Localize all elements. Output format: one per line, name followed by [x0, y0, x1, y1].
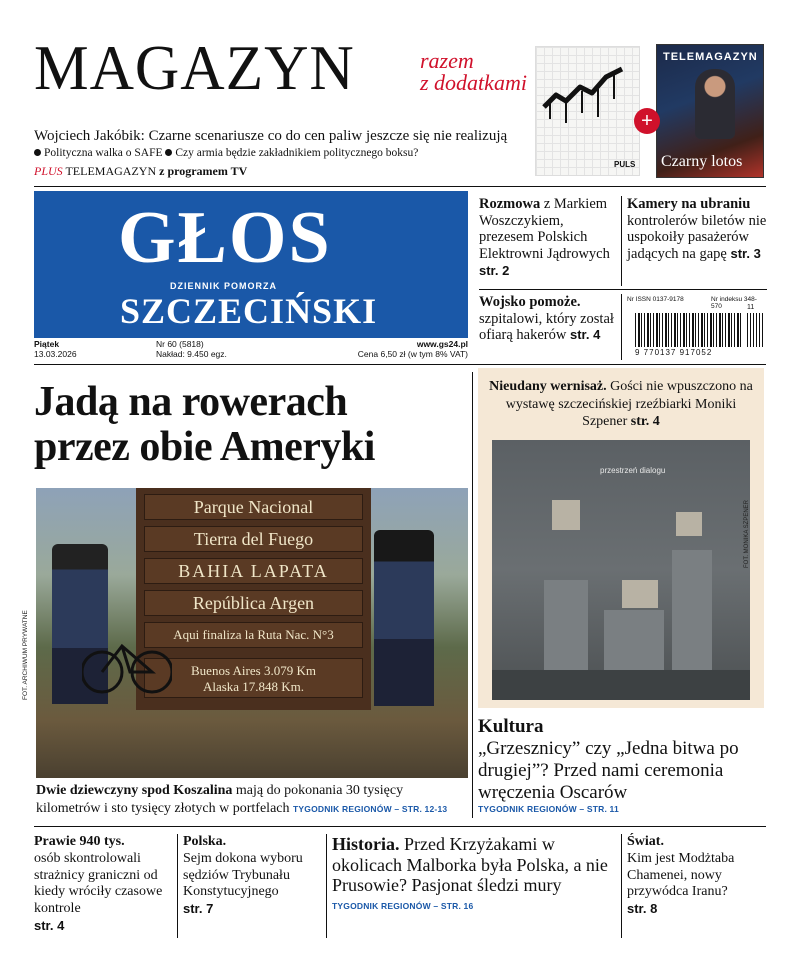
rising-chart-icon	[536, 47, 641, 177]
teaser-historia-kicker: Historia.	[332, 834, 400, 854]
bullet-dot-icon	[165, 149, 172, 156]
issue-number: Nr 60 (5818)	[156, 339, 204, 349]
lead-text[interactable]	[36, 782, 468, 817]
sign-line-5: Aqui finaliza la Ruta Nac. N°3	[144, 622, 363, 648]
teaser-wojsko[interactable]	[479, 294, 619, 344]
sculpture-monitor	[552, 500, 580, 530]
divider	[34, 364, 766, 365]
sign-line-4: República Argen	[144, 590, 363, 616]
barcode-icon	[635, 313, 743, 347]
sign-line-6b: Alaska 17.848 Km.	[202, 679, 305, 694]
lead-headline[interactable]	[34, 380, 464, 471]
divider	[621, 294, 622, 360]
feature-photo	[492, 440, 750, 700]
magazine-plus-line	[34, 164, 247, 179]
magazine-tagline	[420, 50, 540, 94]
barcode-small: 11	[747, 304, 755, 311]
magazine-tagline-2: z dodatkami	[420, 70, 527, 95]
teaser-wojsko-kicker: Wojsko pomoże.	[479, 294, 581, 310]
lead-headline-line-1: Jadą na rowerach	[34, 379, 348, 425]
plus-icon: +	[634, 108, 660, 134]
magazine-bullets	[34, 147, 418, 159]
exhibition-label: przestrzeń dialogu	[600, 466, 666, 475]
barcode-addon-icon	[747, 313, 763, 347]
masthead-city: SZCZECIŃSKI	[120, 291, 378, 331]
teaser-polska-kicker: Polska.	[183, 834, 227, 849]
magazine-title: MAGAZYN	[34, 32, 355, 103]
teaser-wojsko-page: str. 4	[569, 327, 601, 343]
plus-rest: z programem TV	[159, 164, 248, 178]
tv-brand: TELEMAGAZYN	[663, 51, 758, 63]
teaser-rozmowa-kicker: Rozmowa	[479, 196, 541, 212]
issue-date-block	[34, 340, 77, 360]
issue-print-run: Nakład: 9.450 egz.	[156, 348, 227, 359]
masthead-subtitle: DZIENNIK POMORZA	[170, 281, 277, 291]
teaser-rozmowa-page: str. 2	[479, 262, 510, 278]
lead-ref: TYGODNIK REGIONÓW – STR. 12-13	[293, 803, 448, 814]
teaser-border-page: str. 4	[34, 917, 65, 933]
bicycle-icon	[82, 616, 172, 696]
divider	[621, 196, 622, 286]
chart-brand: PULS	[614, 160, 636, 169]
culture-ref: TYGODNIK REGIONÓW – STR. 11	[478, 804, 619, 815]
sculpture-tv	[676, 512, 702, 536]
divider	[34, 186, 766, 187]
bullet-dot-icon	[34, 149, 41, 156]
issn: Nr ISSN 0137-9178	[627, 296, 684, 303]
barcode	[627, 296, 767, 362]
sign-line-1: Parque Nacional	[144, 494, 363, 520]
magazine-bullet-2[interactable]: Czy armia będzie zakładnikiem politycznego boksu?	[175, 147, 419, 159]
magazine-bullet-1[interactable]: Polityczna walka o SAFE	[44, 147, 163, 159]
teaser-rozmowa[interactable]	[479, 196, 619, 279]
plus-telemagazyn: TELEMAGAZYN	[65, 164, 157, 178]
teaser-bottom-historia[interactable]	[332, 834, 618, 912]
lead-photo-credit: FOT. ARCHIWUM PRYWATNE	[22, 610, 29, 700]
floor	[492, 670, 750, 700]
issue-date: 13.03.2026	[34, 348, 77, 359]
teaser-bottom-polska[interactable]	[183, 834, 323, 919]
sign-line-6	[144, 658, 363, 698]
cyclist-right	[374, 530, 434, 706]
divider	[479, 289, 767, 290]
feature-photo-credit: FOT. MONIKA SZPENER	[744, 499, 750, 568]
teaser-border-kicker: Prawie 940 tys.	[34, 834, 125, 849]
issue-day: Piątek	[34, 339, 60, 349]
teaser-border-text: osób skontrolowali strażnicy graniczni od kiedy wróciły czasowe kontrole	[34, 850, 163, 917]
barcode-number: 9 770137 917052	[635, 348, 713, 357]
sculpture-computer	[622, 580, 658, 608]
culture-teaser[interactable]	[478, 716, 768, 814]
teaser-wojsko-text: szpitalowi, który został ofiarą hakerów	[479, 310, 614, 344]
plus-word: PLUS	[34, 164, 63, 178]
culture-text: „Grzesznicy” czy „Jedna bitwa po drugiej”? Przed nami ceremonia wręczenia Oscarów	[478, 737, 739, 803]
teaser-bottom-swiat[interactable]	[627, 834, 767, 919]
lead-headline-line-2: przez obie Ameryki	[34, 424, 375, 471]
divider	[34, 826, 766, 827]
teaser-polska-text: Sejm dokona wyboru sędziów Trybunału Konstytucyjnego	[183, 850, 303, 900]
masthead-logo[interactable]	[34, 191, 468, 338]
teaser-kamery-kicker: Kamery na ubraniu	[627, 196, 751, 212]
culture-kicker: Kultura	[478, 716, 544, 737]
teaser-historia-text: Przed Krzyżakami w okolicach Malborka była Polska, a nie Prusowie? Pasjonat śledzi mury	[332, 834, 608, 896]
divider	[472, 372, 473, 818]
feature-kicker: Nieudany wernisaż.	[489, 379, 607, 394]
index-number: Nr indeksu 348-570	[711, 296, 757, 310]
feature-text	[486, 378, 756, 431]
masthead-name: GŁOS	[118, 197, 332, 279]
divider	[621, 834, 622, 938]
feature-wernisaz[interactable]	[478, 368, 764, 708]
magazine-tagline-1: razem	[420, 48, 474, 73]
teaser-swiat-page: str. 8	[627, 901, 658, 917]
lead-bold: Dwie dziewczyny spod Koszalina	[36, 783, 233, 798]
teaser-historia-ref: TYGODNIK REGIONÓW – STR. 16	[332, 901, 474, 912]
telemagazyn-cover[interactable]	[656, 44, 764, 178]
teaser-kamery-text: kontrolerów biletów nie uspokoiły pasażerów jadących na gapę	[627, 212, 767, 263]
teaser-kamery-page: str. 3	[730, 246, 761, 262]
teaser-polska-page: str. 7	[183, 901, 214, 917]
sign-line-2: Tierra del Fuego	[144, 526, 363, 552]
issue-price-block	[330, 340, 468, 360]
price: Cena 6,50 zł (w tym 8% VAT)	[357, 348, 468, 359]
sign-line-3: BAHIA LAPATA	[144, 558, 363, 584]
feature-body: Gości nie wpuszczono na wystawę szczecińskiej rzeźbiarki Moniki Szpener	[505, 379, 753, 429]
tv-title: Czarny lotos	[661, 153, 743, 170]
teaser-rozmowa-text: z Markiem Woszczykiem, prezesem Polskich Elektrowni Jądrowych	[479, 196, 610, 263]
teaser-swiat-text: Kim jest Modżtaba Chamenei, nowy przywódca Iranu?	[627, 850, 735, 900]
teaser-kamery[interactable]	[627, 196, 767, 263]
magazine-cover-chart[interactable]	[535, 46, 640, 176]
cover-portrait	[695, 69, 735, 139]
teaser-bottom-border[interactable]	[34, 834, 174, 936]
sign-line-6a: Buenos Aires 3.079 Km	[191, 663, 316, 678]
feature-page: str. 4	[630, 414, 660, 429]
lead-body: mają do pokonania 30 tysięcy kilometrów i sto tysięcy złotych w portfelach	[36, 783, 404, 816]
website[interactable]: www.gs24.pl	[416, 339, 468, 349]
divider	[177, 834, 178, 938]
magazine-lead[interactable]: Wojciech Jakóbik: Czarne scenariusze co do cen paliw jeszcze się nie realizują	[34, 128, 508, 144]
lead-photo[interactable]	[36, 488, 468, 778]
teaser-swiat-kicker: Świat.	[627, 834, 664, 849]
divider	[326, 834, 327, 938]
issue-number-block	[156, 340, 227, 360]
